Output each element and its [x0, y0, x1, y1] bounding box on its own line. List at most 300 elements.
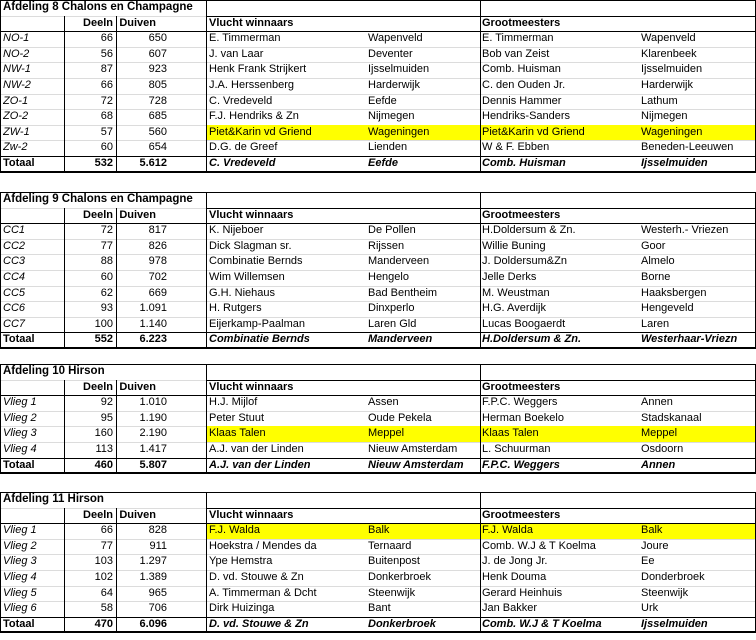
total-grootmeester: Comb. Huisman	[482, 157, 566, 169]
vlucht-winnaar-name: C. Vredeveld	[209, 94, 273, 107]
grootmeester-name: Herman Boekelo	[482, 411, 564, 424]
deeln-value: 77	[100, 239, 113, 252]
table-row	[0, 31, 756, 47]
row-label: ZO-1	[3, 94, 29, 107]
total-vlucht-place: Manderveen	[368, 333, 433, 346]
vlucht-winnaar-place: Hengelo	[368, 271, 409, 283]
deeln-value: 62	[100, 286, 113, 299]
total-grootmeester: F.P.C. Weggers	[482, 458, 560, 471]
column-border	[480, 0, 481, 172]
vlucht-winnaar-place: Bad Bentheim	[368, 286, 438, 299]
grootmeester-name: Bob van Zeist	[482, 47, 550, 60]
row-label: CC3	[3, 255, 26, 268]
duiven-value: 978	[148, 255, 167, 268]
row-label: ZO-2	[3, 110, 29, 123]
deeln-value: 72	[100, 224, 113, 237]
vlucht-winnaar-place: Lienden	[368, 141, 408, 154]
total-grootmeester-place: Annen	[641, 458, 676, 471]
deeln-value: 66	[100, 79, 113, 91]
vlucht-winnaar-place: Wageningen	[368, 125, 430, 138]
vlucht-winnaar-name: Ype Hemstra	[209, 555, 273, 568]
vlucht-winnaar-name: F.J. Walda	[209, 524, 260, 537]
vlucht-winnaar-place: Balk	[368, 524, 390, 537]
total-grootmeester: Comb. W.J & T Koelma	[482, 617, 602, 630]
vlucht-winnaar-name: E. Timmerman	[209, 32, 281, 45]
vlucht-winnaar-place: De Pollen	[368, 224, 416, 237]
row-label: Zw-2	[3, 141, 28, 154]
vlucht-winnaar-name: Eijerkamp-Paalman	[209, 317, 305, 330]
deeln-value: 66	[100, 32, 113, 45]
grootmeester-place: Westerh.- Vriezen	[641, 224, 729, 237]
table-row	[0, 523, 756, 539]
deeln-value: 60	[100, 141, 113, 154]
row-label: Vlieg 3	[3, 555, 37, 568]
vlucht-winnaar-place: Dinxperlo	[368, 302, 415, 315]
section-block	[0, 492, 756, 632]
vlucht-winnaar-place: Nieuw Amsterdam	[368, 443, 458, 455]
grootmeester-name: Hendriks-Sanders	[482, 110, 571, 123]
header-deeln: Deeln	[83, 508, 113, 521]
border-total	[0, 156, 756, 157]
column-border	[64, 16, 65, 172]
vlucht-winnaar-place: Nijmegen	[368, 110, 415, 123]
grootmeester-place: Urk	[641, 602, 659, 615]
duiven-value: 817	[148, 224, 167, 237]
row-label: Vlieg 2	[3, 539, 37, 552]
grootmeester-name: Klaas Talen	[482, 427, 539, 440]
duiven-value: 654	[148, 141, 167, 154]
total-vlucht-winnaar: A.J. van der Linden	[209, 458, 311, 471]
vlucht-winnaar-name: A.J. van der Linden	[209, 443, 304, 455]
border-left	[0, 192, 1, 348]
table-row	[0, 317, 756, 333]
column-border	[116, 16, 117, 172]
grootmeester-place: Meppel	[641, 427, 678, 440]
header-vlucht-winnaars: Vlucht winnaars	[209, 16, 294, 29]
grootmeester-place: Stadskanaal	[641, 411, 702, 424]
grootmeester-place: Haaksbergen	[641, 286, 707, 299]
vlucht-winnaar-place: Wapenveld	[368, 32, 423, 45]
total-row	[0, 617, 756, 633]
vlucht-winnaar-place: Manderveen	[368, 255, 430, 268]
deeln-value: 56	[100, 47, 113, 60]
column-border	[64, 208, 65, 348]
header-duiven: Duiven	[119, 16, 156, 29]
table-row	[0, 223, 756, 239]
column-border	[480, 192, 481, 348]
duiven-value: 607	[148, 47, 167, 60]
header-duiven: Duiven	[119, 380, 156, 393]
header-row	[0, 380, 756, 396]
vlucht-winnaar-name: Dick Slagman sr.	[209, 239, 292, 252]
row-label: CC5	[3, 286, 26, 299]
table-row	[0, 586, 756, 602]
duiven-value: 965	[148, 586, 167, 599]
row-label: ZW-1	[3, 125, 30, 138]
deeln-value: 57	[100, 125, 113, 138]
section-title-row	[0, 364, 756, 380]
vlucht-winnaar-name: Peter Stuut	[209, 411, 265, 424]
table-row	[0, 601, 756, 617]
row-label: CC1	[3, 224, 26, 237]
column-border	[206, 192, 207, 348]
grootmeester-name: H.G. Averdijk	[482, 302, 546, 315]
vlucht-winnaar-name: J. van Laar	[209, 47, 264, 60]
vlucht-winnaar-place: Eefde	[368, 94, 397, 107]
border-header	[0, 523, 756, 524]
border-left	[0, 364, 1, 473]
row-label: Vlieg 6	[3, 602, 37, 615]
total-label: Totaal	[3, 157, 35, 169]
total-vlucht-place: Eefde	[368, 157, 398, 169]
table-row	[0, 140, 756, 156]
table-row	[0, 239, 756, 255]
table-row	[0, 125, 756, 141]
duiven-value: 685	[148, 110, 167, 123]
vlucht-winnaar-place: Bant	[368, 602, 391, 615]
grootmeester-name: Piet&Karin vd Griend	[482, 125, 585, 138]
total-duiven: 6.096	[139, 617, 167, 630]
column-border	[206, 0, 207, 172]
total-row	[0, 458, 756, 474]
vlucht-winnaar-place: Laren Gld	[368, 317, 417, 330]
total-vlucht-winnaar: D. vd. Stouwe & Zn	[209, 617, 309, 630]
duiven-value: 1.190	[139, 411, 167, 424]
header-duiven: Duiven	[119, 208, 156, 221]
vlucht-winnaar-name: Dirk Huizinga	[209, 602, 275, 615]
grootmeester-place: Beneden-Leeuwen	[641, 141, 734, 154]
grootmeester-name: J. Doldersum&Zn	[482, 255, 567, 268]
table-row	[0, 286, 756, 302]
border-bottom	[0, 347, 756, 349]
vlucht-winnaar-name: Combinatie Bernds	[209, 255, 303, 268]
total-vlucht-winnaar: Combinatie Bernds	[209, 333, 310, 346]
deeln-value: 100	[94, 317, 113, 330]
grootmeester-name: Willie Buning	[482, 239, 546, 252]
vlucht-winnaar-name: J.A. Herssenberg	[209, 79, 294, 91]
total-deeln: 552	[94, 333, 113, 346]
header-row	[0, 208, 756, 224]
header-vlucht-winnaars: Vlucht winnaars	[209, 208, 294, 221]
deeln-value: 93	[100, 302, 113, 315]
deeln-value: 64	[100, 586, 113, 599]
grootmeester-place: Lathum	[641, 94, 678, 107]
duiven-value: 1.417	[139, 443, 167, 455]
border-title	[206, 508, 756, 509]
vlucht-winnaar-name: Henk Frank Strijkert	[209, 63, 307, 76]
table-row	[0, 426, 756, 442]
deeln-value: 95	[100, 411, 113, 424]
vlucht-winnaar-name: D. vd. Stouwe & Zn	[209, 571, 304, 583]
total-row	[0, 156, 756, 172]
table-row	[0, 539, 756, 555]
duiven-value: 669	[148, 286, 167, 299]
column-border	[116, 380, 117, 474]
total-vlucht-place: Donkerbroek	[368, 617, 436, 630]
duiven-value: 1.091	[139, 302, 167, 315]
row-label: Vlieg 1	[3, 524, 37, 537]
column-border	[206, 364, 207, 473]
duiven-value: 650	[148, 32, 167, 45]
header-grootmeesters: Grootmeesters	[482, 380, 561, 393]
row-label: CC4	[3, 271, 26, 283]
deeln-value: 87	[100, 63, 113, 76]
vlucht-winnaar-place: Assen	[368, 396, 399, 409]
vlucht-winnaar-place: Meppel	[368, 427, 405, 440]
grootmeester-place: Osdoorn	[641, 443, 684, 455]
column-border	[64, 380, 65, 474]
column-border	[480, 492, 481, 632]
section-title-row	[0, 0, 756, 16]
duiven-value: 706	[148, 602, 167, 615]
duiven-value: 805	[148, 79, 167, 91]
vlucht-winnaar-name: A. Timmerman & Dcht	[209, 586, 317, 599]
duiven-value: 560	[148, 125, 167, 138]
table-row	[0, 62, 756, 78]
deeln-value: 88	[100, 255, 113, 268]
section-title-row	[0, 492, 756, 508]
duiven-value: 728	[148, 94, 167, 107]
table-row	[0, 570, 756, 586]
vlucht-winnaar-name: Hoekstra / Mendes da	[209, 539, 317, 552]
border-header	[0, 223, 756, 224]
deeln-value: 77	[100, 539, 113, 552]
table-row	[0, 411, 756, 427]
column-border	[206, 492, 207, 632]
header-grootmeesters: Grootmeesters	[482, 16, 561, 29]
grootmeester-name: Comb. Huisman	[482, 63, 561, 76]
border-total	[0, 332, 756, 333]
total-label: Totaal	[3, 617, 35, 630]
header-deeln: Deeln	[83, 16, 113, 29]
total-deeln: 470	[94, 617, 113, 630]
deeln-value: 102	[94, 571, 113, 583]
vlucht-winnaar-name: Klaas Talen	[209, 427, 266, 440]
row-label: Vlieg 2	[3, 411, 37, 424]
total-deeln: 460	[94, 458, 113, 471]
border-header	[0, 395, 756, 396]
table-row	[0, 94, 756, 110]
grootmeester-place: Wageningen	[641, 125, 703, 138]
vlucht-winnaar-name: F.J. Hendriks & Zn	[209, 110, 299, 123]
header-row	[0, 508, 756, 524]
table-row	[0, 301, 756, 317]
table-row	[0, 109, 756, 125]
deeln-value: 60	[100, 271, 113, 283]
vlucht-winnaar-name: Wim Willemsen	[209, 271, 285, 283]
table-row	[0, 270, 756, 286]
grootmeester-place: Klarenbeek	[641, 47, 697, 60]
section-title: Afdeling 9 Chalons en Champagne	[3, 193, 193, 205]
border-top	[0, 192, 756, 193]
duiven-value: 1.389	[139, 571, 167, 583]
total-duiven: 5.612	[139, 157, 167, 169]
duiven-value: 2.190	[139, 427, 167, 440]
column-border	[64, 508, 65, 633]
border-total	[0, 458, 756, 459]
duiven-value: 828	[148, 524, 167, 537]
duiven-value: 1.140	[139, 317, 167, 330]
grootmeester-place: Laren	[641, 317, 670, 330]
vlucht-winnaar-name: G.H. Niehaus	[209, 286, 276, 299]
grootmeester-place: Wapenveld	[641, 32, 696, 45]
total-deeln: 532	[94, 157, 113, 169]
grootmeester-place: Ee	[641, 555, 655, 568]
total-duiven: 5.807	[139, 458, 167, 471]
deeln-value: 68	[100, 110, 113, 123]
grootmeester-name: C. den Ouden Jr.	[482, 79, 566, 91]
border-bottom	[0, 472, 756, 474]
grootmeester-place: Ijsselmuiden	[641, 63, 703, 76]
vlucht-winnaar-place: Rijssen	[368, 239, 405, 252]
border-top	[0, 492, 756, 493]
header-row	[0, 16, 756, 32]
section-block	[0, 364, 756, 473]
grootmeester-place: Borne	[641, 271, 671, 283]
grootmeester-place: Harderwijk	[641, 79, 693, 91]
header-vlucht-winnaars: Vlucht winnaars	[209, 508, 294, 521]
deeln-value: 72	[100, 94, 113, 107]
total-label: Totaal	[3, 333, 35, 346]
header-deeln: Deeln	[83, 380, 113, 393]
row-label: Vlieg 3	[3, 427, 37, 440]
row-label: NO-1	[3, 32, 30, 45]
grootmeester-name: F.J. Walda	[482, 524, 533, 537]
column-border	[116, 208, 117, 348]
row-label: NW-1	[3, 63, 31, 76]
header-vlucht-winnaars: Vlucht winnaars	[209, 380, 294, 393]
deeln-value: 113	[95, 443, 113, 455]
row-label: NW-2	[3, 79, 31, 91]
border-left	[0, 0, 1, 172]
section-block	[0, 0, 756, 172]
grootmeester-place: Almelo	[641, 255, 675, 268]
border-bottom	[0, 171, 756, 173]
grootmeester-place: Balk	[641, 524, 663, 537]
grootmeester-name: Gerard Heinhuis	[482, 586, 563, 599]
deeln-value: 103	[94, 555, 113, 568]
vlucht-winnaar-name: D.G. de Greef	[209, 141, 278, 154]
table-row	[0, 395, 756, 411]
vlucht-winnaar-name: Piet&Karin vd Griend	[209, 125, 312, 138]
table-row	[0, 254, 756, 270]
border-header	[0, 31, 756, 32]
vlucht-winnaar-place: Ternaard	[368, 539, 412, 552]
vlucht-winnaar-name: K. Nijeboer	[209, 224, 264, 237]
grootmeester-name: L. Schuurman	[482, 443, 551, 455]
duiven-value: 923	[148, 63, 167, 76]
grootmeester-name: W & F. Ebben	[482, 141, 550, 154]
grootmeester-name: H.Doldersum & Zn.	[482, 224, 576, 237]
grootmeester-name: Dennis Hammer	[482, 94, 562, 107]
vlucht-winnaar-name: H.J. Mijlof	[209, 396, 258, 409]
duiven-value: 911	[149, 539, 167, 552]
vlucht-winnaar-place: Steenwijk	[368, 586, 416, 599]
header-deeln: Deeln	[83, 208, 113, 221]
vlucht-winnaar-place: Harderwijk	[368, 79, 420, 91]
row-label: Vlieg 5	[3, 586, 37, 599]
duiven-value: 1.297	[139, 555, 167, 568]
vlucht-winnaar-name: H. Rutgers	[209, 302, 262, 315]
grootmeester-name: F.P.C. Weggers	[482, 396, 558, 409]
total-grootmeester-place: Ijsselmuiden	[641, 617, 708, 630]
grootmeester-name: Henk Douma	[482, 571, 547, 583]
grootmeester-name: E. Timmerman	[482, 32, 554, 45]
vlucht-winnaar-place: Buitenpost	[368, 555, 420, 568]
section-title: Afdeling 11 Hirson	[3, 493, 104, 505]
grootmeester-place: Nijmegen	[641, 110, 688, 123]
row-label: Vlieg 1	[3, 396, 37, 409]
deeln-value: 160	[94, 427, 113, 440]
section-block	[0, 192, 756, 348]
grootmeester-name: Jan Bakker	[482, 602, 538, 615]
duiven-value: 1.010	[139, 396, 167, 409]
total-grootmeester-place: Ijsselmuiden	[641, 157, 708, 169]
vlucht-winnaar-place: Donkerbroek	[368, 571, 431, 583]
grootmeester-place: Steenwijk	[641, 586, 689, 599]
table-row	[0, 47, 756, 63]
grootmeester-place: Annen	[641, 396, 673, 409]
row-label: CC6	[3, 302, 26, 315]
grootmeester-name: Lucas Boogaerdt	[482, 317, 566, 330]
total-grootmeester: H.Doldersum & Zn.	[482, 333, 582, 346]
border-top	[0, 364, 756, 365]
total-duiven: 6.223	[139, 333, 167, 346]
total-vlucht-winnaar: C. Vredeveld	[209, 157, 276, 169]
grootmeester-name: Jelle Derks	[482, 271, 537, 283]
table-row	[0, 442, 756, 458]
grootmeester-place: Hengeveld	[641, 302, 694, 315]
border-title	[206, 380, 756, 381]
row-label: NO-2	[3, 47, 30, 60]
border-title	[206, 16, 756, 17]
deeln-value: 92	[100, 396, 113, 409]
deeln-value: 66	[100, 524, 113, 537]
border-total	[0, 617, 756, 618]
deeln-value: 58	[100, 602, 113, 615]
header-grootmeesters: Grootmeesters	[482, 508, 561, 521]
vlucht-winnaar-place: Deventer	[368, 47, 413, 60]
table-row	[0, 78, 756, 94]
total-label: Totaal	[3, 458, 35, 471]
header-duiven: Duiven	[119, 508, 156, 521]
section-title-row	[0, 192, 756, 208]
section-title: Afdeling 8 Chalons en Champagne	[3, 1, 193, 13]
column-border	[116, 508, 117, 633]
total-grootmeester-place: Westerhaar-Vriezn	[641, 333, 738, 346]
grootmeester-name: Comb. W.J & T Koelma	[482, 539, 596, 552]
grootmeester-name: J. de Jong Jr.	[482, 555, 548, 568]
duiven-value: 702	[148, 271, 167, 283]
duiven-value: 826	[148, 239, 167, 252]
row-label: Vlieg 4	[3, 571, 37, 583]
total-vlucht-place: Nieuw Amsterdam	[368, 458, 464, 471]
row-label: Vlieg 4	[3, 443, 37, 455]
grootmeester-place: Joure	[641, 539, 669, 552]
border-left	[0, 492, 1, 632]
grootmeester-place: Goor	[641, 239, 666, 252]
grootmeester-name: M. Weustman	[482, 286, 550, 299]
table-row	[0, 554, 756, 570]
border-bottom	[0, 631, 756, 633]
header-grootmeesters: Grootmeesters	[482, 208, 561, 221]
section-title: Afdeling 10 Hirson	[3, 365, 105, 377]
border-top	[0, 0, 756, 1]
row-label: CC2	[3, 239, 26, 252]
total-row	[0, 332, 756, 348]
border-title	[206, 208, 756, 209]
row-label: CC7	[3, 317, 26, 330]
